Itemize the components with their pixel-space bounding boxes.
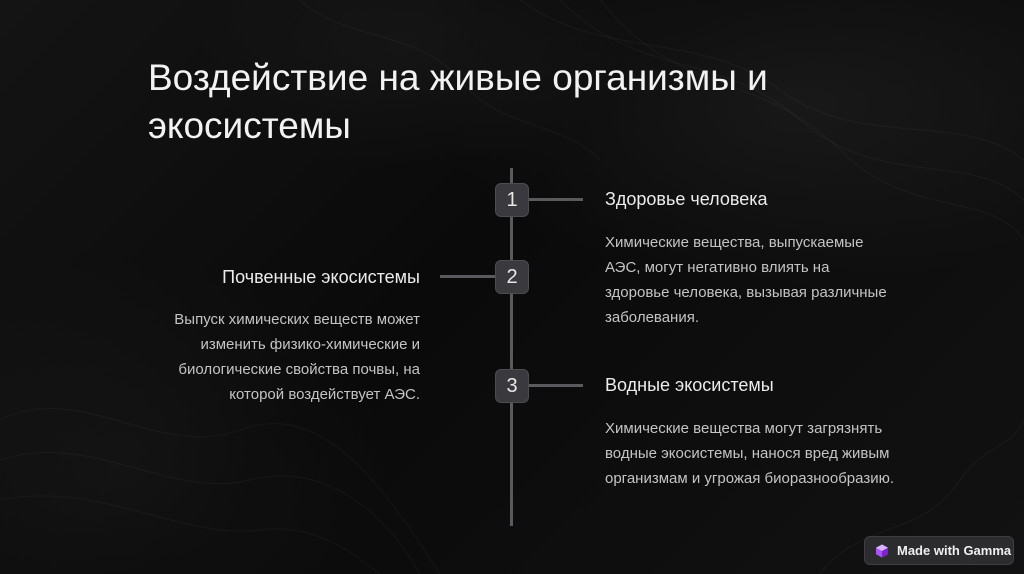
timeline-connector xyxy=(529,384,583,387)
page-title: Воздействие на живые организмы и экосистемы xyxy=(148,57,768,146)
step-number-badge: 1 xyxy=(495,183,529,217)
made-with-gamma-button[interactable] xyxy=(864,536,1014,565)
timeline-connector xyxy=(529,198,583,201)
step-number-badge: 2 xyxy=(495,260,529,294)
gamma-logo-icon xyxy=(875,544,889,558)
timeline-item-description: Химические вещества могут загрязнять водные экосистемы, нанося вред живым организмам и угрожая биоразнообразию. xyxy=(605,420,894,487)
timeline-item-description: Химические вещества, выпускаемые АЭС, могут негативно влиять на здоровье человека, вызывая различные заболевания. xyxy=(605,234,887,326)
timeline-item-heading: Водные экосистемы xyxy=(605,375,774,395)
timeline-item-heading: Почвенные экосистемы xyxy=(222,267,420,287)
timeline-item-heading: Здоровье человека xyxy=(605,189,768,209)
timeline-line xyxy=(510,168,513,526)
timeline-connector xyxy=(440,275,496,278)
step-number-badge: 3 xyxy=(495,369,529,403)
timeline-item-description: Выпуск химических веществ может изменить физико-химические и биологические свойства почвы, на которой воздействует АЭС. xyxy=(174,311,420,403)
badge-label: Made with Gamma xyxy=(897,543,1012,558)
